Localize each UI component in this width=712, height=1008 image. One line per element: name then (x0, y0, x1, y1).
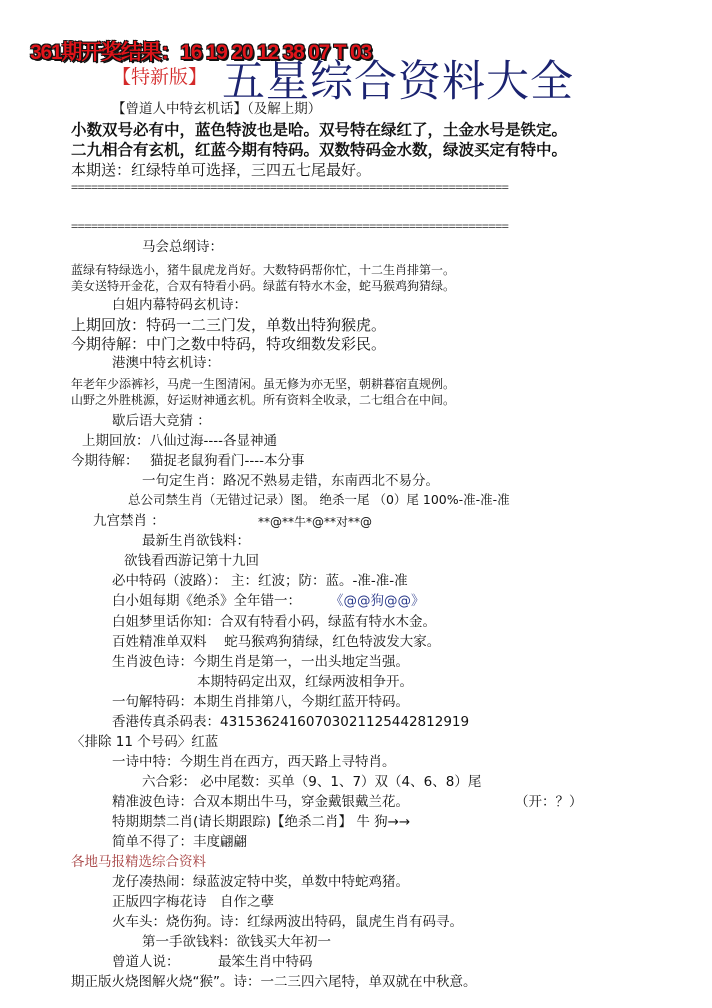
yiju-ding: 一句定生肖：路况不熟易走错，东南西北不易分。 (142, 473, 439, 489)
intro-line-3: 本期送：红绿特单可选择，三四五七尾最好。 (71, 161, 372, 179)
boshi-line-2: 本期特码定出双，红绿两波相争开。 (197, 674, 413, 690)
jingzhun-line: 精准波色诗：合双本期出牛马，穿金戴银戴兰花。 (112, 794, 409, 810)
jiugong-label: 九宫禁肖 ： (93, 513, 165, 529)
diyishou-line: 第一手欲钱料：欲钱买大年初一 (142, 934, 331, 950)
huochetou-line: 火车头：烧伤狗。诗：红绿两波出特码，鼠虎生肖有码寻。 (112, 914, 463, 930)
boshi-line-1: 生肖波色诗：今期生肖是第一，一出头地定当强。 (112, 654, 409, 670)
xiehouyu-current: 猫捉老鼠狗看门----本分事 (150, 453, 305, 469)
zuixin-heading: 最新生肖欲钱料： (142, 533, 250, 549)
gangao-line-1: 年老年少添裤衫，马虎一生图清闲。虽无修为亦无坚，朝耕暮宿直规例。 (71, 377, 456, 391)
intro-heading: 【曾道人中特玄机话】（及解上期） (112, 101, 322, 117)
jingzhun-open: （开：？） (515, 794, 583, 810)
jiandan-line: 简单不得了：丰度翩翩 (112, 834, 247, 850)
liuhecai-line: 六合彩： 必中尾数：买单（9、1、7）双（4、6、8）尾 (142, 774, 482, 790)
huoshao-line: 期正版火烧图解火烧“猴”。诗：一二三四六尾特，单双就在中秋意。 (71, 974, 477, 990)
baijie-current: 今期待解：中门之数中特码，特攻细数发彩民。 (71, 335, 387, 353)
zengdaoren-label: 曾道人说： (112, 954, 180, 970)
intro-line-1: 小数双号必有中，蓝色特波也是哈。双号特在绿红了，土金水号是铁定。 (71, 121, 568, 139)
zhengban-line: 正版四字梅花诗 自作之孽 (112, 894, 274, 910)
teqi-line: 特期期禁二肖(请长期跟踪)【绝杀二肖】 牛 狗→→ (112, 814, 411, 830)
edition-tag: 【特新版】 (112, 66, 208, 88)
zengdaoren-value: 最笨生肖中特码 (218, 954, 313, 970)
mahui-line-1: 蓝绿有特绿选小，猪牛鼠虎龙肖好。大数特码帮你忙，十二生肖排第一。 (71, 263, 456, 277)
baixiaojie-label: 白小姐每期《绝杀》全年错一： (112, 593, 301, 609)
yiju-jie-line: 一句解特码：本期生肖排第八，今期红蓝开特码。 (112, 694, 409, 710)
jiugong-value: **@**牛*@**对**@ (258, 515, 373, 529)
longzai-line: 龙仔凑热闹：绿蓝波定特中奖，单数中特蛇鸡猪。 (112, 874, 409, 890)
gangao-line-2: 山野之外胜桃源，好运财神通玄机。所有资料全收录，二七组合在中间。 (71, 393, 456, 407)
baixiaojie-value: 《@@狗@@》 (330, 593, 425, 609)
mengli-line: 白姐梦里话你知：合双有特看小码，绿蓝有特水木金。 (112, 614, 436, 630)
page-title: 五星综合资料大全 (222, 57, 574, 107)
baijie-last: 上期回放：特码一二三门发，单数出特狗猴虎。 (71, 316, 387, 334)
baijie-heading: 白姐内幕特码玄机诗： (112, 297, 247, 313)
mahui-heading: 马会总纲诗： (142, 239, 223, 255)
gedi-heading: 各地马报精选综合资料 (71, 854, 206, 870)
separator-1: ================================================================== (71, 180, 509, 194)
baixing-line: 百姓精准单双料 蛇马猴鸡狗猜绿，红色特波发大家。 (112, 634, 441, 650)
bizhong-line: 必中特码（波路）： 主：红波；防：蓝。-准-准-准 (112, 573, 408, 589)
xiehouyu-heading: 歇后语大竞猜 ： (112, 413, 211, 429)
paichu-line: 〈排除 11 个号码〉红蓝 (71, 734, 219, 750)
zuixin-value: 欲钱看西游记第十九回 (124, 553, 259, 569)
yishi-line: 一诗中特：今期生肖在西方，西天路上寻特肖。 (112, 754, 396, 770)
gangao-heading: 港澳中特玄机诗： (112, 355, 220, 371)
zonggongsi-line: 总公司禁生肖（无错过记录）图。 绝杀一尾 （0）尾 100%-准-准-准 (128, 492, 510, 507)
xiehouyu-current-label: 今期待解： (71, 453, 139, 469)
intro-line-2: 二九相合有玄机，红蓝今期有特码。双数特码金水数，绿波买定有特中。 (71, 141, 568, 159)
chuanzhen-line: 香港传真杀码表：43153624160703021125442812919 (112, 714, 470, 730)
xiehouyu-last: 上期回放：八仙过海----各显神通 (82, 433, 277, 449)
separator-2: ================================================================== (71, 219, 509, 233)
mahui-line-2: 美女送特开金花，合双有特看小码。绿蓝有特水木金，蛇马猴鸡狗猜绿。 (71, 279, 456, 293)
draw-result-banner: 361期开奖结果：16 19 20 12 38 07 T 03 (30, 41, 372, 64)
